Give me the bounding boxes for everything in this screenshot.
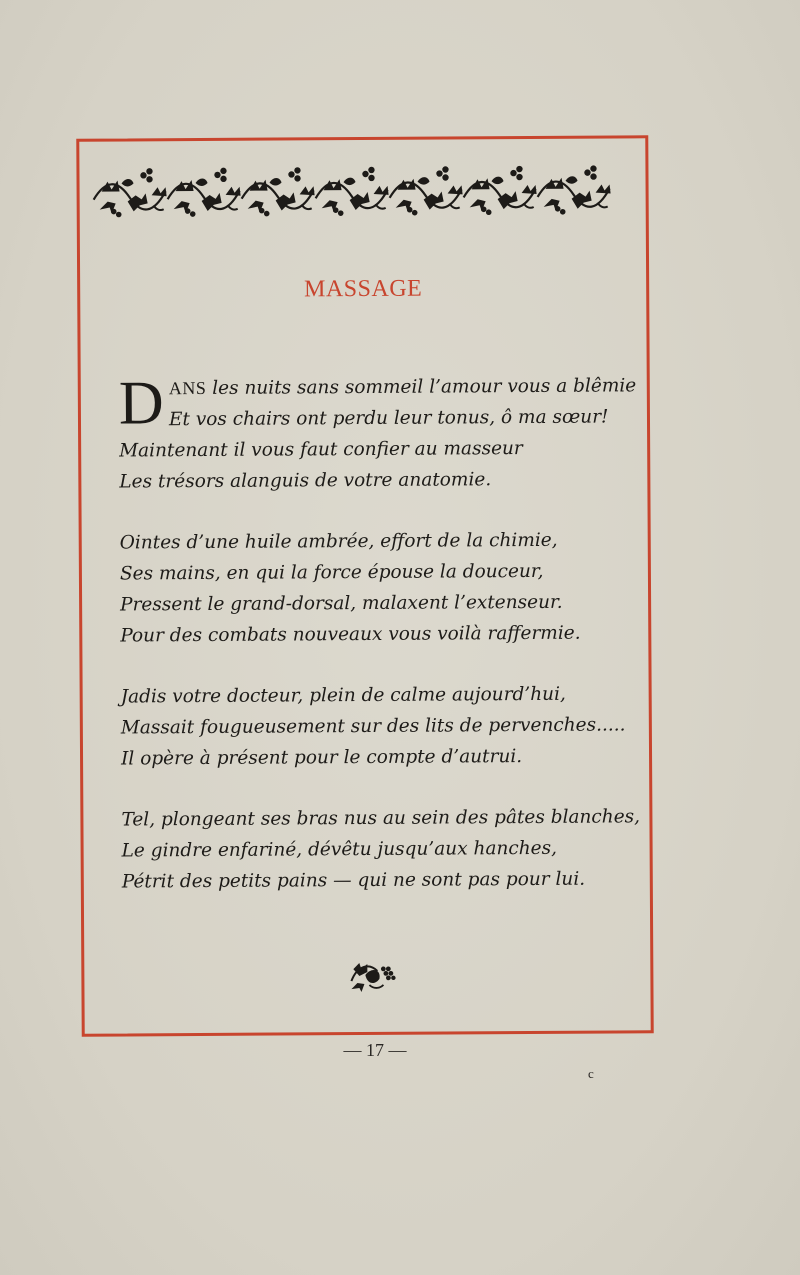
poem-line: Et vos chairs ont perdu leur tonus, ô ma sœur!	[168, 406, 609, 431]
poem-title: MASSAGE	[303, 275, 423, 303]
page-number: — 17 —	[343, 1040, 407, 1060]
poem-body	[118, 369, 641, 927]
poem-line: Pressent le grand-dorsal, malaxent l’extenseur.	[120, 591, 563, 616]
poem-line: Maintenant il vous faut confier au masseur	[119, 438, 523, 462]
stanza-4	[121, 801, 641, 897]
poem-line: Les trésors alanguis de votre anatomie.	[119, 469, 492, 493]
poem-line: Ointes d’une huile ambrée, effort de la chimie,	[119, 529, 558, 554]
poem-line: Pétrit des petits pains — qui ne sont pas pour lui.	[121, 868, 586, 893]
floral-vine-border-icon	[91, 158, 629, 219]
leaf-grape-fleuron-icon	[347, 955, 397, 993]
red-frame-border	[76, 135, 653, 1036]
poem-line: Le gindre enfariné, dévêtu jusqu’aux hanches,	[121, 837, 558, 862]
small-caps-opening: ANS	[168, 377, 207, 399]
line-text: les nuits sans sommeil l’amour vous a blêmie	[206, 375, 637, 399]
poem-line: Ses mains, en qui la force épouse la douceur,	[119, 560, 544, 585]
poem-line: Il opère à présent pour le compte d’autrui.	[120, 746, 523, 770]
stanza-1	[118, 369, 637, 497]
poem-line: Tel, plongeant ses bras nus au sein des pâtes blanches,	[121, 806, 641, 831]
drop-cap: D	[118, 369, 164, 438]
poem-line: Pour des combats nouveaux vous voilà raffermie.	[120, 622, 581, 647]
poem-line: Massait fougueusement sur des lits de pervenches.....	[120, 714, 626, 739]
stanza-3	[120, 678, 626, 774]
signature-mark: c	[588, 1066, 594, 1081]
poem-line: Jadis votre docteur, plein de calme aujourd’hui,	[120, 683, 566, 708]
stanza-2	[120, 524, 621, 651]
